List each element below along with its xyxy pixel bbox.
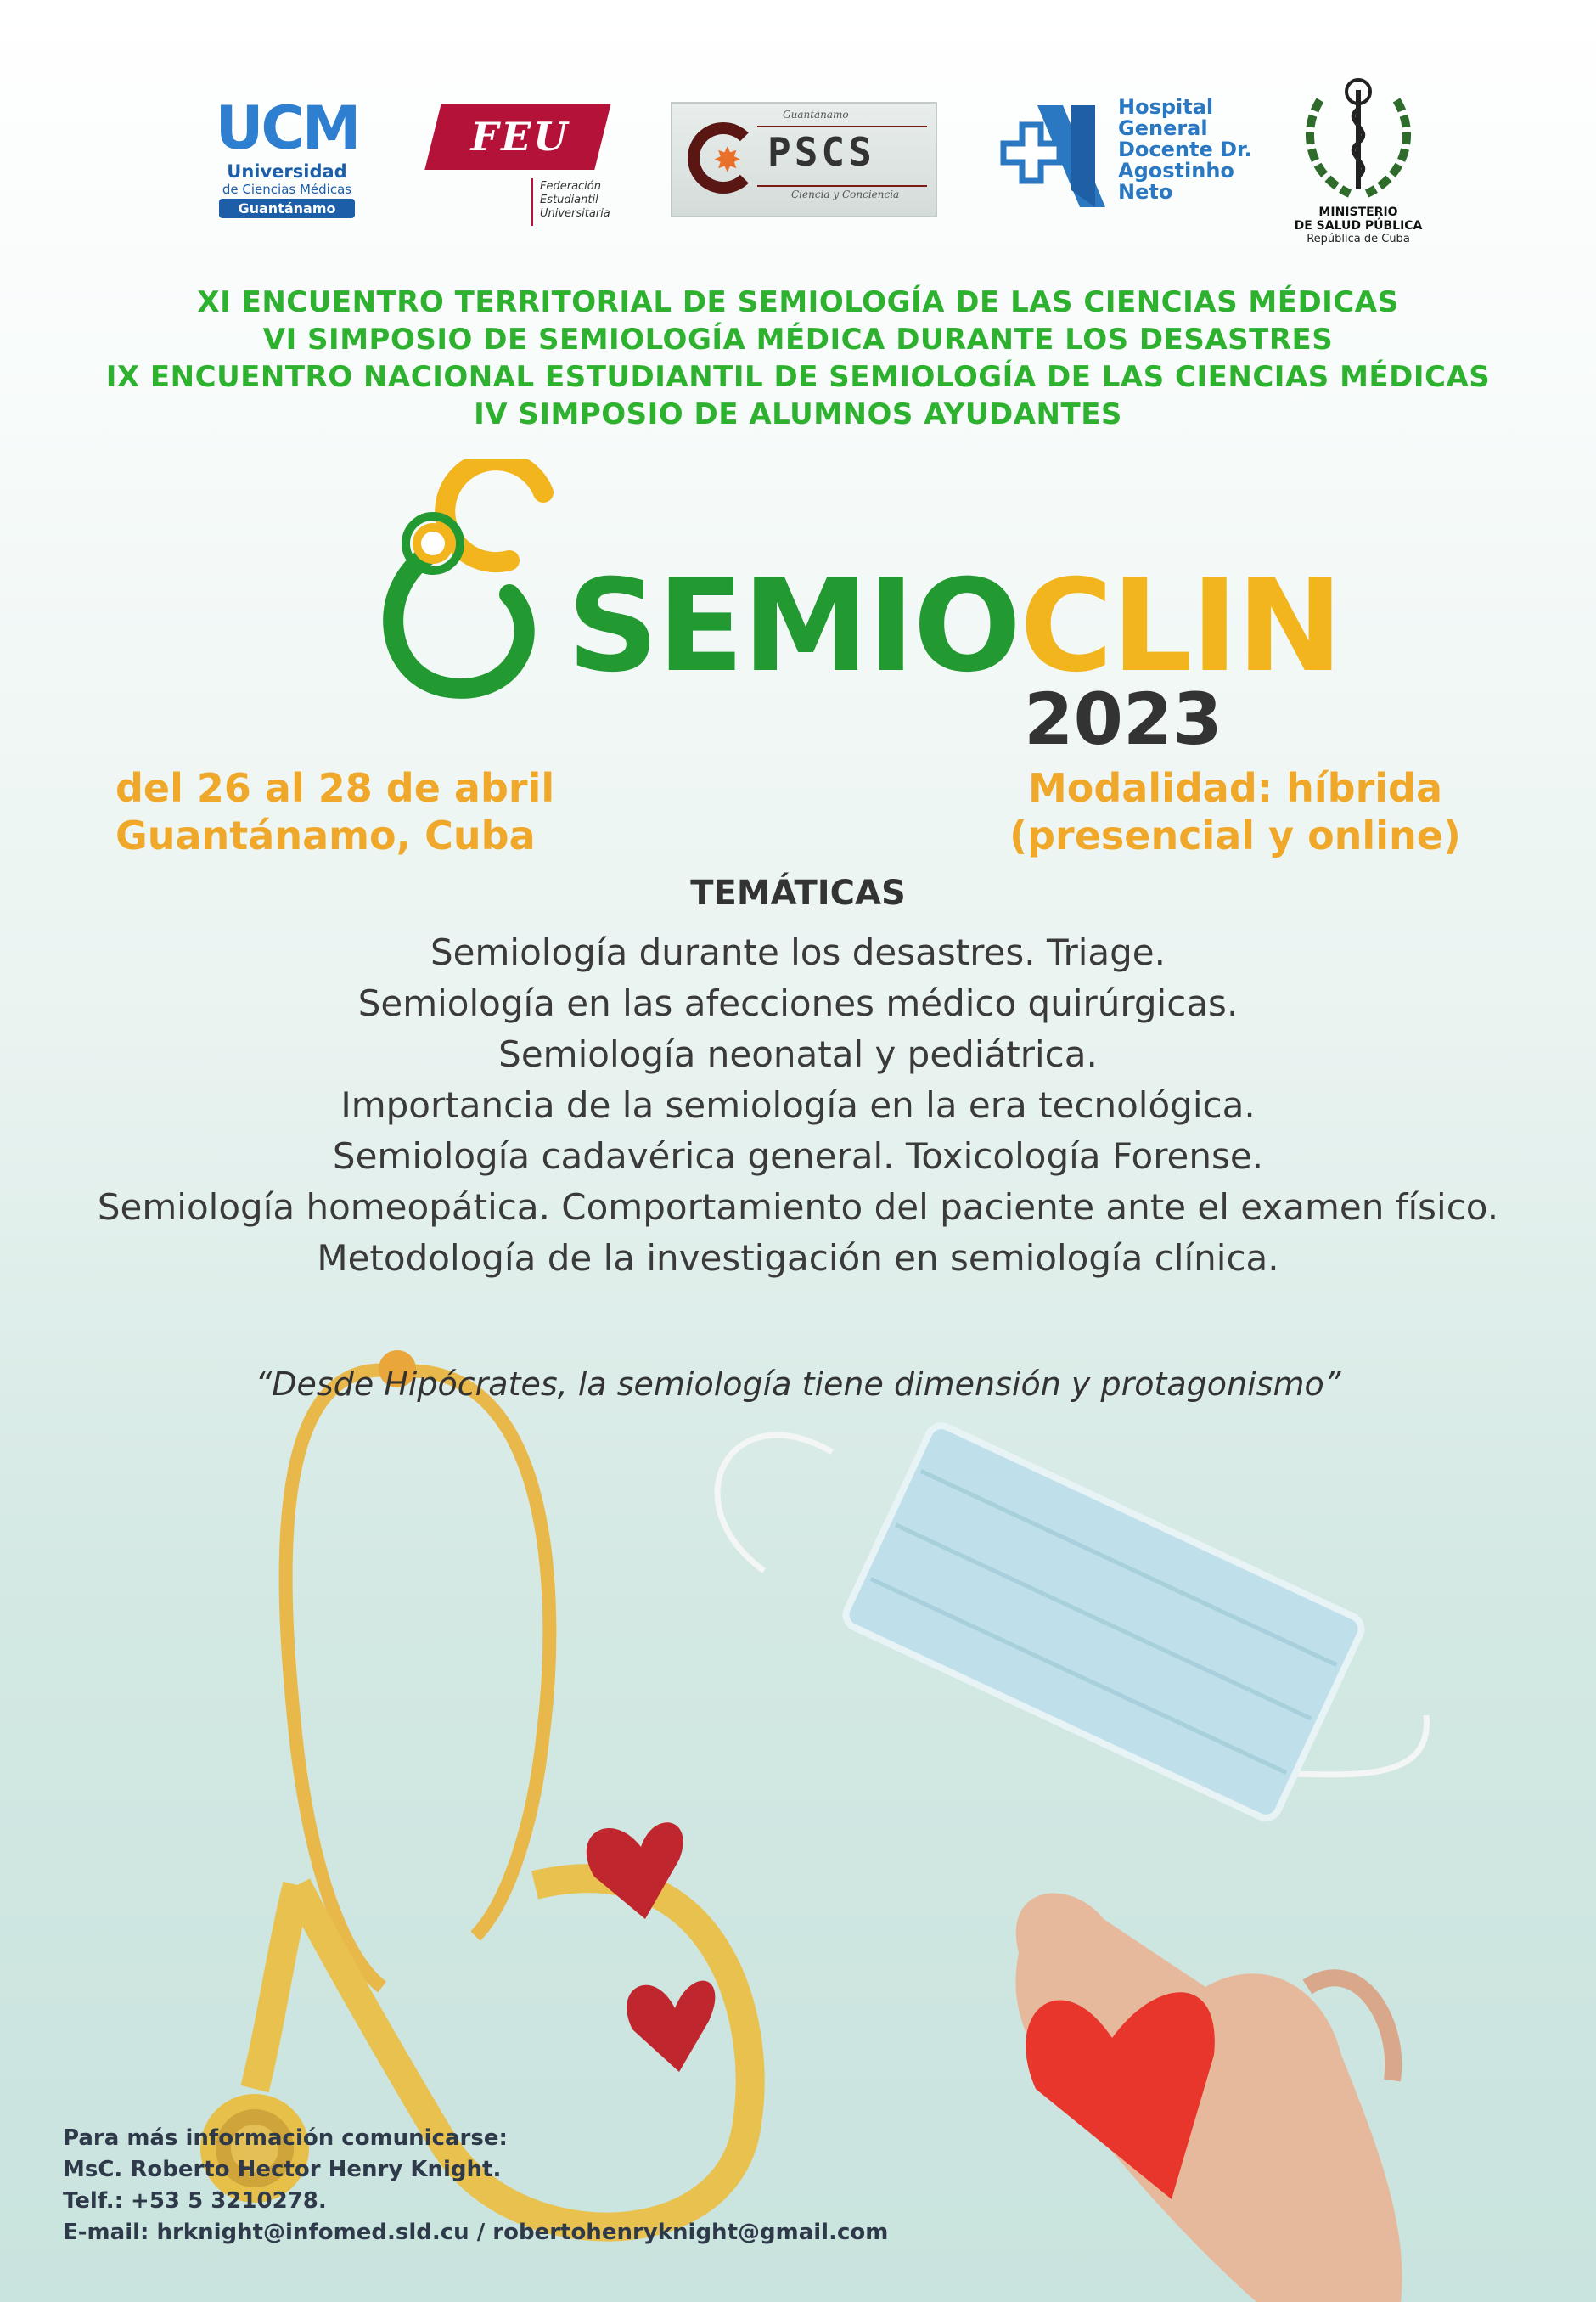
contact-phone: Telf.: +53 5 3210278.	[63, 2188, 327, 2214]
event-title-2: VI SIMPOSIO DE SEMIOLOGÍA MÉDICA DURANTE LOS DESASTRES	[262, 323, 1334, 357]
modality-line2: (presencial y online)	[1009, 813, 1461, 858]
contact-name: MsC. Roberto Hector Henry Knight.	[63, 2157, 502, 2182]
event-title-3: IX ENCUENTRO NACIONAL ESTUDIANTIL DE SEMIOLOGÍA DE LAS CIENCIAS MÉDICAS	[105, 360, 1491, 394]
event-location: Guantánamo, Cuba	[115, 813, 536, 858]
contact-intro: Para más información comunicarse:	[63, 2125, 508, 2151]
contact-info	[63, 2123, 1082, 2249]
ucm-logo-line1: Universidad	[227, 161, 347, 182]
ucm-logo-line2: de Ciencias Médicas	[222, 182, 352, 197]
semioclin-logo	[374, 459, 1342, 761]
feu-logo	[423, 104, 618, 231]
caduceus-emblem-icon	[1290, 75, 1426, 202]
hospital-logo-text: Hospital General Docente Dr. Agostinho Neto	[1118, 95, 1252, 204]
topic-item: Metodología de la investigación en semiología clínica.	[317, 1237, 1279, 1279]
stethoscope-logo-icon	[374, 459, 577, 713]
topic-item: Semiología neonatal y pediátrica.	[498, 1033, 1098, 1075]
pscs-logo	[671, 102, 937, 217]
topic-item: Semiología cadavérica general. Toxicología Forense.	[332, 1135, 1264, 1177]
pscs-logo-top: Guantánamo	[783, 109, 849, 121]
heart-candies-image	[587, 1822, 716, 2072]
brand-name	[567, 553, 1342, 701]
topic-item: Semiología homeopática. Comportamiento del paciente ante el examen físico.	[97, 1186, 1499, 1228]
feu-logo-word: FEU	[470, 114, 570, 160]
minsap-logo-line3: República de Cuba	[1307, 233, 1410, 245]
minsap-logo-line1: MINISTERIO	[1318, 205, 1398, 219]
topic-item: Semiología en las afecciones médico quirúrgicas.	[357, 982, 1239, 1024]
hospital-logo	[986, 97, 1275, 224]
event-titles	[0, 284, 1596, 433]
contact-email: E-mail: hrknight@infomed.sld.cu / robertohenryknight@gmail.com	[63, 2220, 889, 2245]
event-title-1: XI ENCUENTRO TERRITORIAL DE SEMIOLOGÍA DE LAS CIENCIAS MÉDICAS	[197, 285, 1399, 319]
pscs-logo-word: PSCS	[767, 129, 875, 175]
pscs-star-icon: ✸	[713, 141, 742, 180]
minsap-logo	[1273, 75, 1443, 262]
brand-name-clin: CLIN	[1020, 553, 1342, 701]
event-title-4: IV SIMPOSIO DE ALUMNOS AYUDANTES	[474, 397, 1122, 431]
brand-name-semio: SEMIO	[567, 553, 1020, 701]
modality-line1: Modalidad: híbrida	[1027, 765, 1443, 811]
stethoscope-image	[200, 1350, 750, 2227]
tematicas-list	[0, 927, 1596, 1284]
minsap-logo-line2: DE SALUD PÚBLICA	[1294, 219, 1423, 233]
ucm-logo	[211, 95, 363, 231]
event-date-range: del 26 al 28 de abril	[115, 765, 555, 811]
face-mask-image	[717, 1421, 1426, 1822]
topic-item: Importancia de la semiología en la era tecnológica.	[340, 1084, 1256, 1126]
ucm-logo-mark: UCM	[215, 93, 359, 163]
ucm-logo-line3: Guantánamo	[219, 199, 354, 218]
event-modality	[976, 764, 1494, 859]
brand-year: 2023	[1024, 678, 1222, 761]
pscs-logo-bottom: Ciencia y Conciencia	[791, 189, 900, 200]
quote: “Desde Hipócrates, la semiología tiene dimensión y protagonismo”	[255, 1365, 1341, 1403]
feu-logo-subtitle: Federación Estudiantil Universitaria	[540, 180, 610, 220]
event-dates	[115, 764, 625, 859]
hospital-cross-icon	[986, 97, 1105, 216]
topic-item: Semiología durante los desastres. Triage.	[430, 931, 1166, 973]
tematicas-title: TEMÁTICAS	[690, 874, 906, 913]
